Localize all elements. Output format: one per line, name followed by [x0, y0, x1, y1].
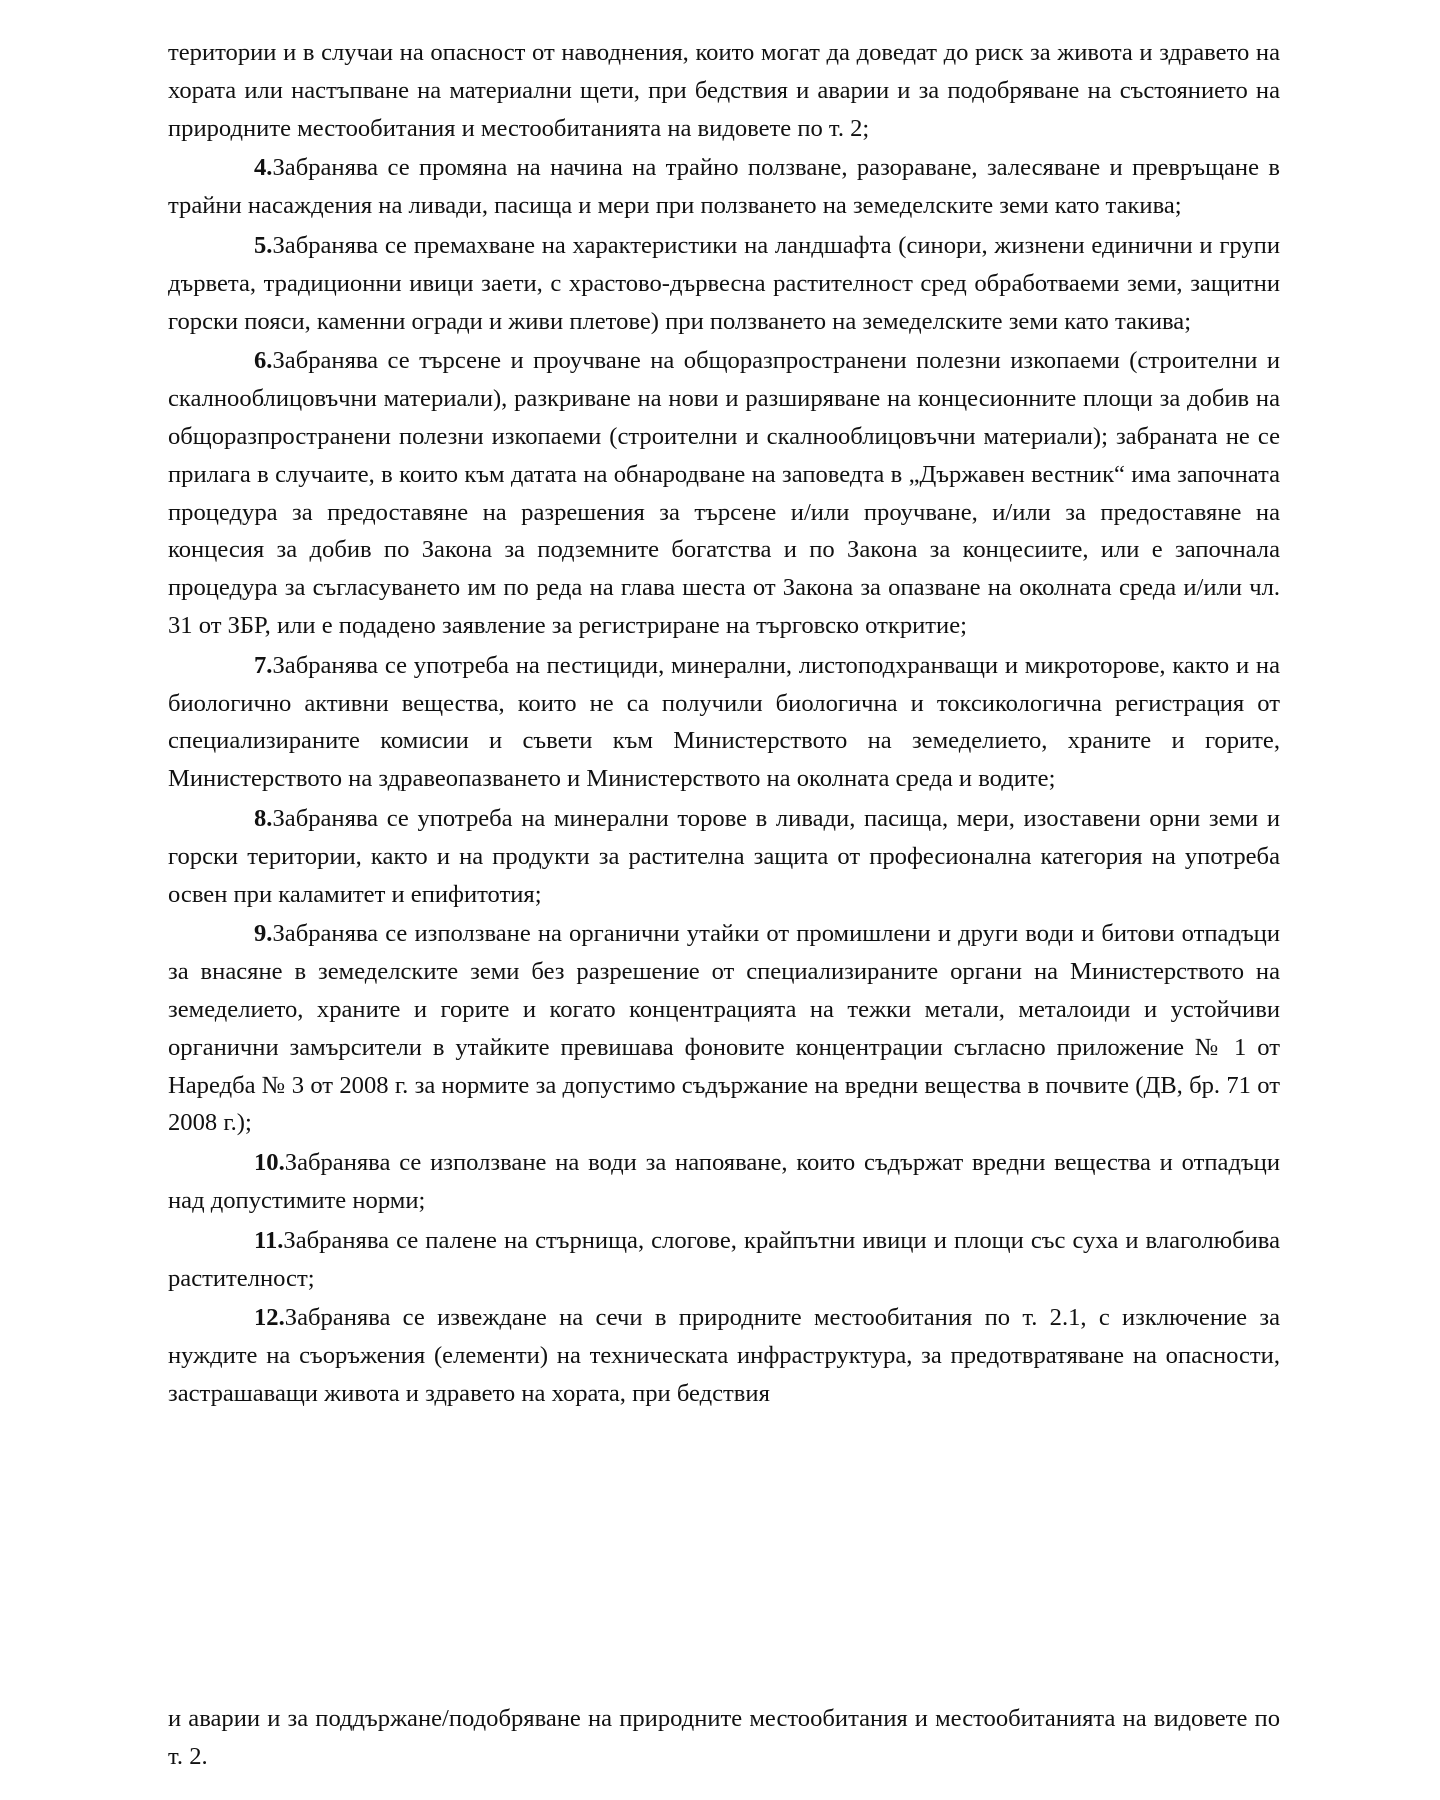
item-text: Забранява се използване на води за напояване, които съдържат вредни вещества и отпадъци над допустимите норми;	[168, 1149, 1280, 1214]
continuation-paragraph: и аварии и за поддържане/подобряване на природните местообитания и местообитанията на видовете по т. 2.	[168, 1705, 1280, 1770]
list-item-4	[168, 149, 1280, 225]
item-text: Забранява се премахване на характеристики на ландшафта (синори, жизнени единични и групи дървета, традиционни ивици заети, с храстово-дървесна растителност сред обработваеми земи, защитни горски пояси, каменни огради и живи плетове) при ползването на земеделските земи като такива;	[168, 231, 1280, 335]
item-text: Забранява се промяна на начина на трайно ползване, разораване, залесяване и превръщане в трайни насаждения на ливади, пасища и мери при ползването на земеделските земи като такива;	[168, 154, 1280, 220]
list-item-8	[168, 800, 1280, 913]
item-number: 10.	[254, 1149, 285, 1177]
continuation-block	[168, 1700, 1280, 1778]
list-item-11	[168, 1222, 1280, 1298]
item-text: Забранява се употреба на пестициди, минерални, листоподхранващи и микроторове, както и на биологично активни вещества, които не са получили биологична и токсикологична регистрация от специализираните комисии и съвети към Министерството на земеделието, храните и горите, Министерството на здравеопазването и Министерството на околната среда и водите;	[168, 651, 1280, 793]
item-text: Забранява се употреба на минерални торове в ливади, пасища, мери, изоставени орни земи и горски територии, както и на продукти за растителна защита от професионална категория на употреба освен при каламитет и епифитотия;	[168, 804, 1280, 908]
list-item-9	[168, 915, 1280, 1142]
list-item-7	[168, 647, 1280, 798]
item-number: 12.	[254, 1304, 285, 1332]
item-number: 4.	[254, 154, 273, 182]
item-text: Забранява се търсене и проучване на общоразпространени полезни изкопаеми (строителни и скалнооблицовъчни материали), разкриване на нови и разширяване на концесионните площи за добив на общоразпространени полезни изкопаеми (строителни и скалнооблицовъчни материали); забраната не се прилага в случаите, в които към датата на обнародване на заповедта в „Държавен вестник“ има започната процедура за предоставяне на разрешения за търсене и/или проучване, и/или за предоставяне на концесия за добив по Закона за подземните богатства и по Закона за концесиите, или е започнала процедура за съгласуването им по реда на глава шеста от Закона за опазване на околната среда и/или чл. 31 от ЗБР, или е подадено заявление за регистриране на търговско откритие;	[168, 347, 1280, 639]
item-number: 6.	[254, 347, 273, 375]
item-number: 9.	[254, 920, 273, 948]
item-number: 11.	[254, 1226, 284, 1254]
intro-paragraph: територии и в случаи на опасност от наводнения, които могат да доведат до риск за живота и здравето на хората или настъпване на материални щети, при бедствия и аварии и за подобряване на състоянието на природните местообитания и местообитанията на видовете по т. 2;	[168, 39, 1280, 142]
document-page	[168, 34, 1280, 1415]
list-item-12	[168, 1299, 1280, 1412]
item-text: Забранява се палене на стърнища, слогове, крайпътни ивици и площи със суха и влаголюбива растителност;	[168, 1226, 1280, 1292]
item-text: Забранява се извеждане на сечи в природните местообитания по т. 2.1, с изключение за нуждите на съоръжения (елементи) на техническата инфраструктура, за предотвратяване на опасности, застрашаващи живота и здравето на хората, при бедствия	[168, 1304, 1280, 1407]
list-item-10	[168, 1144, 1280, 1220]
item-number: 7.	[254, 651, 273, 679]
item-number: 8.	[254, 804, 273, 832]
item-text: Забранява се използване на органични утайки от промишлени и други води и битови отпадъци за внасяне в земеделските земи без разрешение от специализираните органи на Министерството на земеделието, храните и горите и когато концентрацията на тежки метали, металоиди и устойчиви органични замърсители в утайките превишава фоновите концентрации съгласно приложение № 1 от Наредба № 3 от 2008 г. за нормите за допустимо съдържание на вредни вещества в почвите (ДВ, бр. 71 от 2008 г.);	[168, 920, 1280, 1137]
list-item-6	[168, 342, 1280, 644]
list-item-5	[168, 227, 1280, 340]
item-number: 5.	[254, 231, 273, 259]
